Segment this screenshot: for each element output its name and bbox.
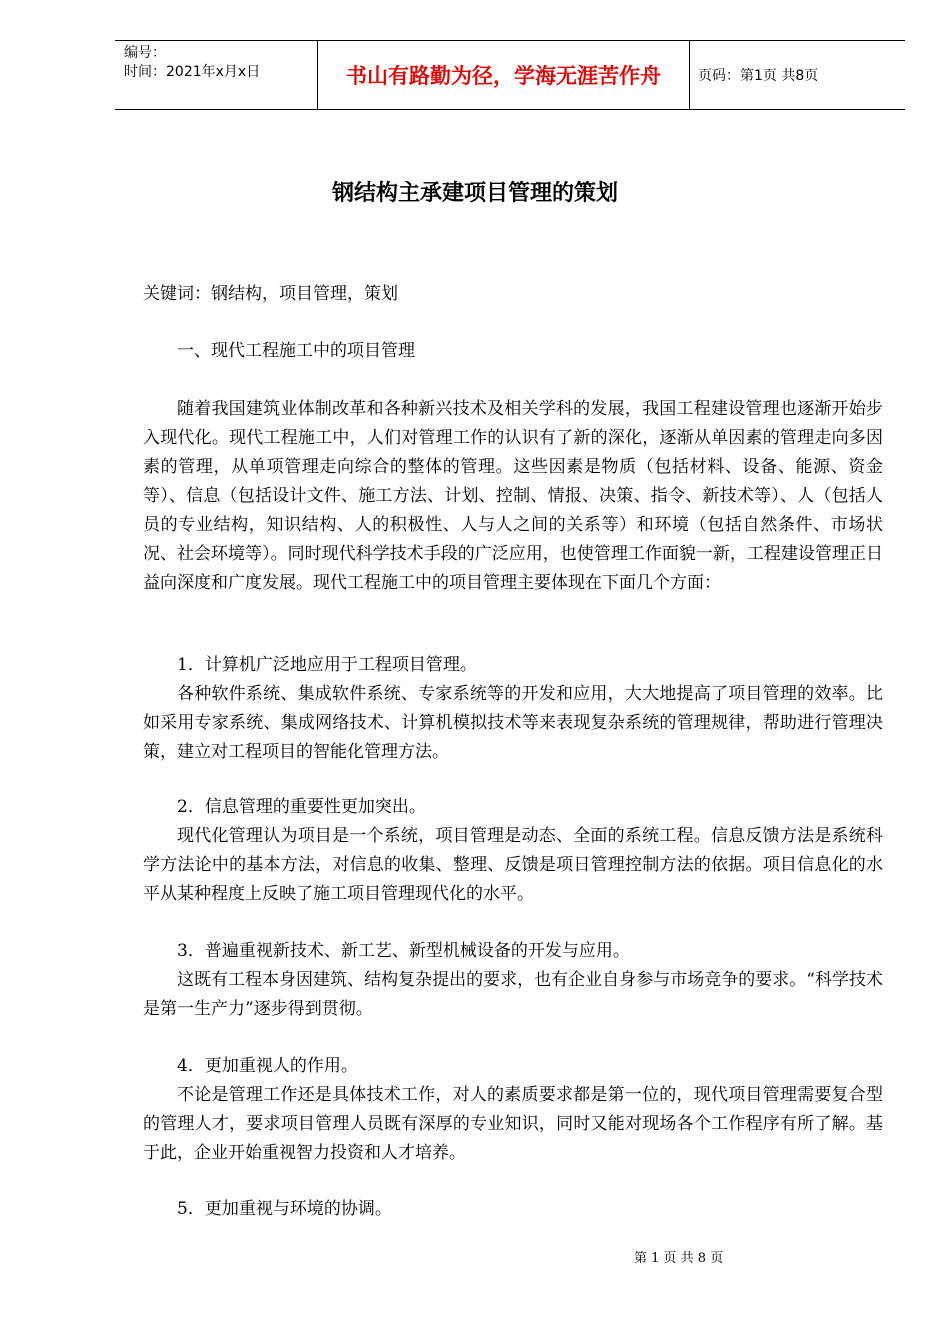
item-heading: 1．计算机广泛地应用于工程项目管理。 (177, 655, 477, 675)
item-3 (143, 937, 883, 1024)
header-page-info: 页码：第1页 共8页 (698, 68, 819, 84)
intro-paragraph-text: 随着我国建筑业体制改革和各种新兴技术及相关学科的发展，我国工程建设管理也逐渐开始步入现代化。现代工程施工中，人们对管理工作的认识有了新的深化，逐渐从单因素的管理走向多因素的管理，从单项管理走向综合的整体的管理。这些因素是物质（包括材料、设备、能源、资金等）、信息（包括设计文件、施工方法、计划、控制、情报、决策、指令、新技术等）、人（包括人员的专业结构，知识结构、人的积极性、人与人之间的关系等）和环境（包括自然条件、市场状况、社会环境等）。同时现代科学技术手段的广泛应用，也使管理工作面貌一新，工程建设管理正日益向深度和广度发展。现代工程施工中的项目管理主要体现在下面几个方面： (143, 399, 883, 593)
item-body: 这既有工程本身因建筑、结构复杂提出的要求，也有企业自身参与市场竞争的要求。“科学技术是第一生产力”逐步得到贯彻。 (143, 970, 883, 1019)
header-table (115, 40, 905, 110)
section1-heading: 一、现代工程施工中的项目管理 (177, 341, 415, 361)
header-meta (115, 41, 317, 109)
item-2 (143, 793, 883, 909)
page-footer: 第 1 页 共 8 页 (634, 1251, 724, 1266)
item-heading: 4．更加重视人的作用。 (177, 1056, 358, 1076)
document-title: 钢结构主承建项目管理的策划 (331, 181, 618, 206)
time-label: 时间：2021年x月x日 (124, 64, 261, 80)
item-4 (143, 1052, 883, 1168)
item-heading: 2．信息管理的重要性更加突出。 (177, 797, 426, 817)
item-5 (143, 1195, 883, 1224)
keywords-text: 关键词：钢结构，项目管理，策划 (143, 284, 398, 304)
intro-paragraph (143, 395, 883, 598)
item-body: 各种软件系统、集成软件系统、专家系统等的开发和应用，大大地提高了项目管理的效率。比如采用专家系统、集成网络技术、计算机模拟技术等来表现复杂系统的管理规律，帮助进行管理决策，建立对工程项目的智能化管理方法。 (143, 684, 883, 762)
item-1 (143, 651, 883, 767)
section-heading (143, 337, 883, 366)
keywords (143, 280, 883, 309)
item-body: 不论是管理工作还是具体技术工作，对人的素质要求都是第一位的，现代项目管理需要复合型的管理人才，要求项目管理人员既有深厚的专业知识，同时又能对现场各个工作程序有所了解。基于此，企业开始重视智力投资和人才培养。 (143, 1085, 883, 1163)
item-heading: 3．普遍重视新技术、新工艺、新型机械设备的开发与应用。 (177, 941, 630, 961)
item-body: 现代化管理认为项目是一个系统，项目管理是动态、全面的系统工程。信息反馈方法是系统科学方法论中的基本方法，对信息的收集、整理、反馈是项日管理控制方法的依据。项目信息化的水平从某种程度上反映了施工项目管理现代化的水平。 (143, 826, 883, 904)
item-heading: 5．更加重视与环境的协调。 (177, 1199, 392, 1219)
number-label: 编号： (124, 45, 166, 61)
header-motto: 书山有路勤为径，学海无涯苦作舟 (317, 41, 690, 109)
